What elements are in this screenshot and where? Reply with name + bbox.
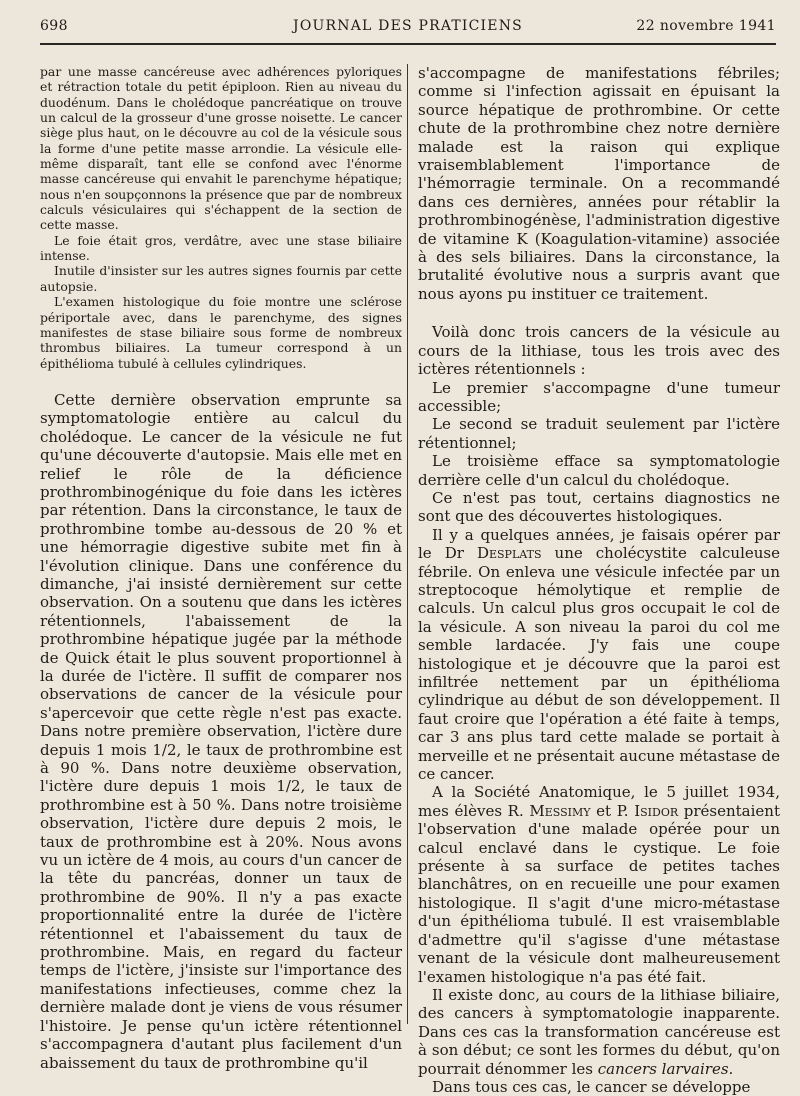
discussion-text <box>40 391 402 1072</box>
author-name: Messimy <box>529 801 591 820</box>
paragraph: Dans tous ces cas, le cancer se développe <box>432 1077 751 1096</box>
text-run: A la Société Anatomique, le 5 juillet 1934, mes élèves R. <box>418 783 780 820</box>
header-rule <box>40 43 776 45</box>
text-run: et P. <box>590 801 635 820</box>
right-column <box>418 64 780 1096</box>
paragraph <box>418 526 780 784</box>
text-run: Il existe donc, au cours de la lithiase biliaire, des cancers à symptomatologie inapparente. Dans ces cas la transformation cancéreuse est à son début; ce sont les formes du début, qu'on pourrait dénommer les <box>418 985 780 1078</box>
paragraph: par une masse cancéreuse avec adhérences pyloriques et rétraction totale du petit épiploon. Rien au niveau du duodénum. Dans le cholédoque pancréatique on trouve un calcul de la grosseur d'une grosse noisette. Le cancer siège plus haut, on le découvre au col de la vésicule sous la forme d'une petite masse arrondie. La vésicule elle-même disparaît, tant elle se confond avec l'énorme masse cancéreuse qui envahit le parenchyme hépatique; nous n'en soupçonnons la présence que par de nombreux calculs vésiculaires qui s'échappent de la section de cette masse. <box>40 64 402 233</box>
journal-title: JOURNAL DES PRATICIENS <box>293 18 523 34</box>
paragraph: Voilà donc trois cancers de la vésicule au cours de la lithiase, tous les trois avec des ictères rétentionnels : <box>418 323 780 379</box>
emphasis: cancers larvaires. <box>597 1059 734 1078</box>
paragraph: s'accompagne de manifestations fébriles; comme si l'infection agissait en épuisant la source hépatique de prothrombine. Or cette chute de la prothrombine chez notre dernière malade est la raison qui explique vraisemblablement l'importance de l'hémorragie terminale. On a recommandé dans ces dernières, années pour rétablir la prothrombinogénèse, l'administration digestive de vitamine K (Koagulation-vitamine) associée à des sels biliaires. Dans la circonstance, la brutalité évolutive nous a surpris avant que nous ayons pu instituer ce traitement. <box>418 64 780 303</box>
section-gap <box>40 371 402 391</box>
left-column <box>40 64 402 1072</box>
paragraph <box>418 783 780 985</box>
paragraph <box>418 986 780 1078</box>
paragraph: Cette dernière observation emprunte sa symptomatologie entière au calcul du cholédoque. Le cancer de la vésicule ne fut qu'une découverte d'autopsie. Mais elle met en relief le rôle de la déficience prothrombinogénique du foie dans les ictères par rétention. Dans la circonstance, le taux de prothrombine tombe au-dessous de 20 % et une hémorragie digestive subite met fin à l'évolution clinique. Dans une conférence du dimanche, j'ai insisté dernièrement sur cette observation. On a soutenu que dans les ictères rétentionnels, l'abaissement de la prothrombine hépatique jugée par la méthode de Quick était le plus souvent proportionnel à la durée de l'ictère. Il suffit de comparer nos observations de cancer de la vésicule pour s'apercevoir que cette règle n'est pas exacte. Dans notre première observation, l'ictère dure depuis 1 mois 1/2, le taux de prothrombine est à 90 %. Dans notre deuxième observation, l'ictère dure depuis 1 mois 1/2, le taux de prothrombine est à 50 %. Dans notre troisième observation, l'ictère dure depuis 2 mois, le taux de prothrombine est à 20%. Nous avons vu un ictère de 4 mois, au cours d'un cancer de la tête du pancréas, donner un taux de prothrombine de 90%. Il n'y a pas exacte proportionnalité entre la durée de l'ictère rétentionnel et l'abaissement du taux de prothrombine. Mais, en regard du facteur temps de l'ictère, j'insiste sur l'importance des manifestations infectieuses, comme chez la dernière malade dont je viens de vous résumer l'histoire. Je pense qu'un ictère rétentionnel s'accompagnera d'autant plus facilement d'un abaissement du taux de prothrombine qu'il <box>40 390 402 1072</box>
paragraph: Ce n'est pas tout, certains diagnostics ne sont que des découvertes histologiques. <box>418 488 780 526</box>
list-item: Le troisième efface sa symptomatologie derrière celle d'un calcul du cholédoque. <box>418 452 780 489</box>
paragraph: Inutile d'insister sur les autres signes fournis par cette autopsie. <box>40 263 402 294</box>
list-item: Le second se traduit seulement par l'ictère rétentionnel; <box>418 415 780 452</box>
author-name: Isidor <box>634 801 679 820</box>
author-name: Desplats <box>476 544 542 563</box>
paragraph: Le foie était gros, verdâtre, avec une stase biliaire intense. <box>40 232 402 264</box>
text-run: présentaient l'observation d'une malade opérée pour un calcul enclavé dans le cystique. Le foie présente à sa surface de petites taches blanchâtres, on en recueille une pour examen histologique. Il s'agit d'une micro-métastase d'un épithélioma tubulé. Il est vraisemblable d'admettre qu'il s'agisse d'une métastase venant de la vésicule dont malheureusement l'examen histologique n'a pas été fait. <box>418 801 780 986</box>
list-item: Le premier s'accompagne d'une tumeur accessible; <box>418 378 780 415</box>
issue-date: 22 novembre 1941 <box>636 18 776 34</box>
column-divider <box>407 64 408 1024</box>
text-run: Il y a quelques années, je faisais opérer par le Dr <box>418 525 780 563</box>
page-number: 698 <box>40 18 68 34</box>
case-report-text <box>40 64 402 371</box>
text-run: une cholécystite calculeuse fébrile. On enleva une vésicule infectée par un streptocoque hémolytique et remplie de calculs. Un calcul plus gros occupait le col de la vésicule. A son niveau la paroi du col me semble lardacée. J'y fais une coupe histologique et je découvre que la paroi est infiltrée nettement par un épithélioma cylindrique au début de son développement. Il faut croire que l'opération a été faite à temps, car 3 ans plus tard cette malade se portait à merveille et ne présentait aucune métastase de ce cancer. <box>418 544 780 784</box>
page-header <box>40 18 776 44</box>
paragraph: L'examen histologique du foie montre une sclérose périportale avec, dans le parenchyme, des signes manifestes de stase biliaire sous forme de nombreux thrombus biliaires. La tumeur correspond à un épithélioma tubulé à cellules cylindriques. <box>40 294 402 371</box>
section-gap <box>418 303 780 323</box>
